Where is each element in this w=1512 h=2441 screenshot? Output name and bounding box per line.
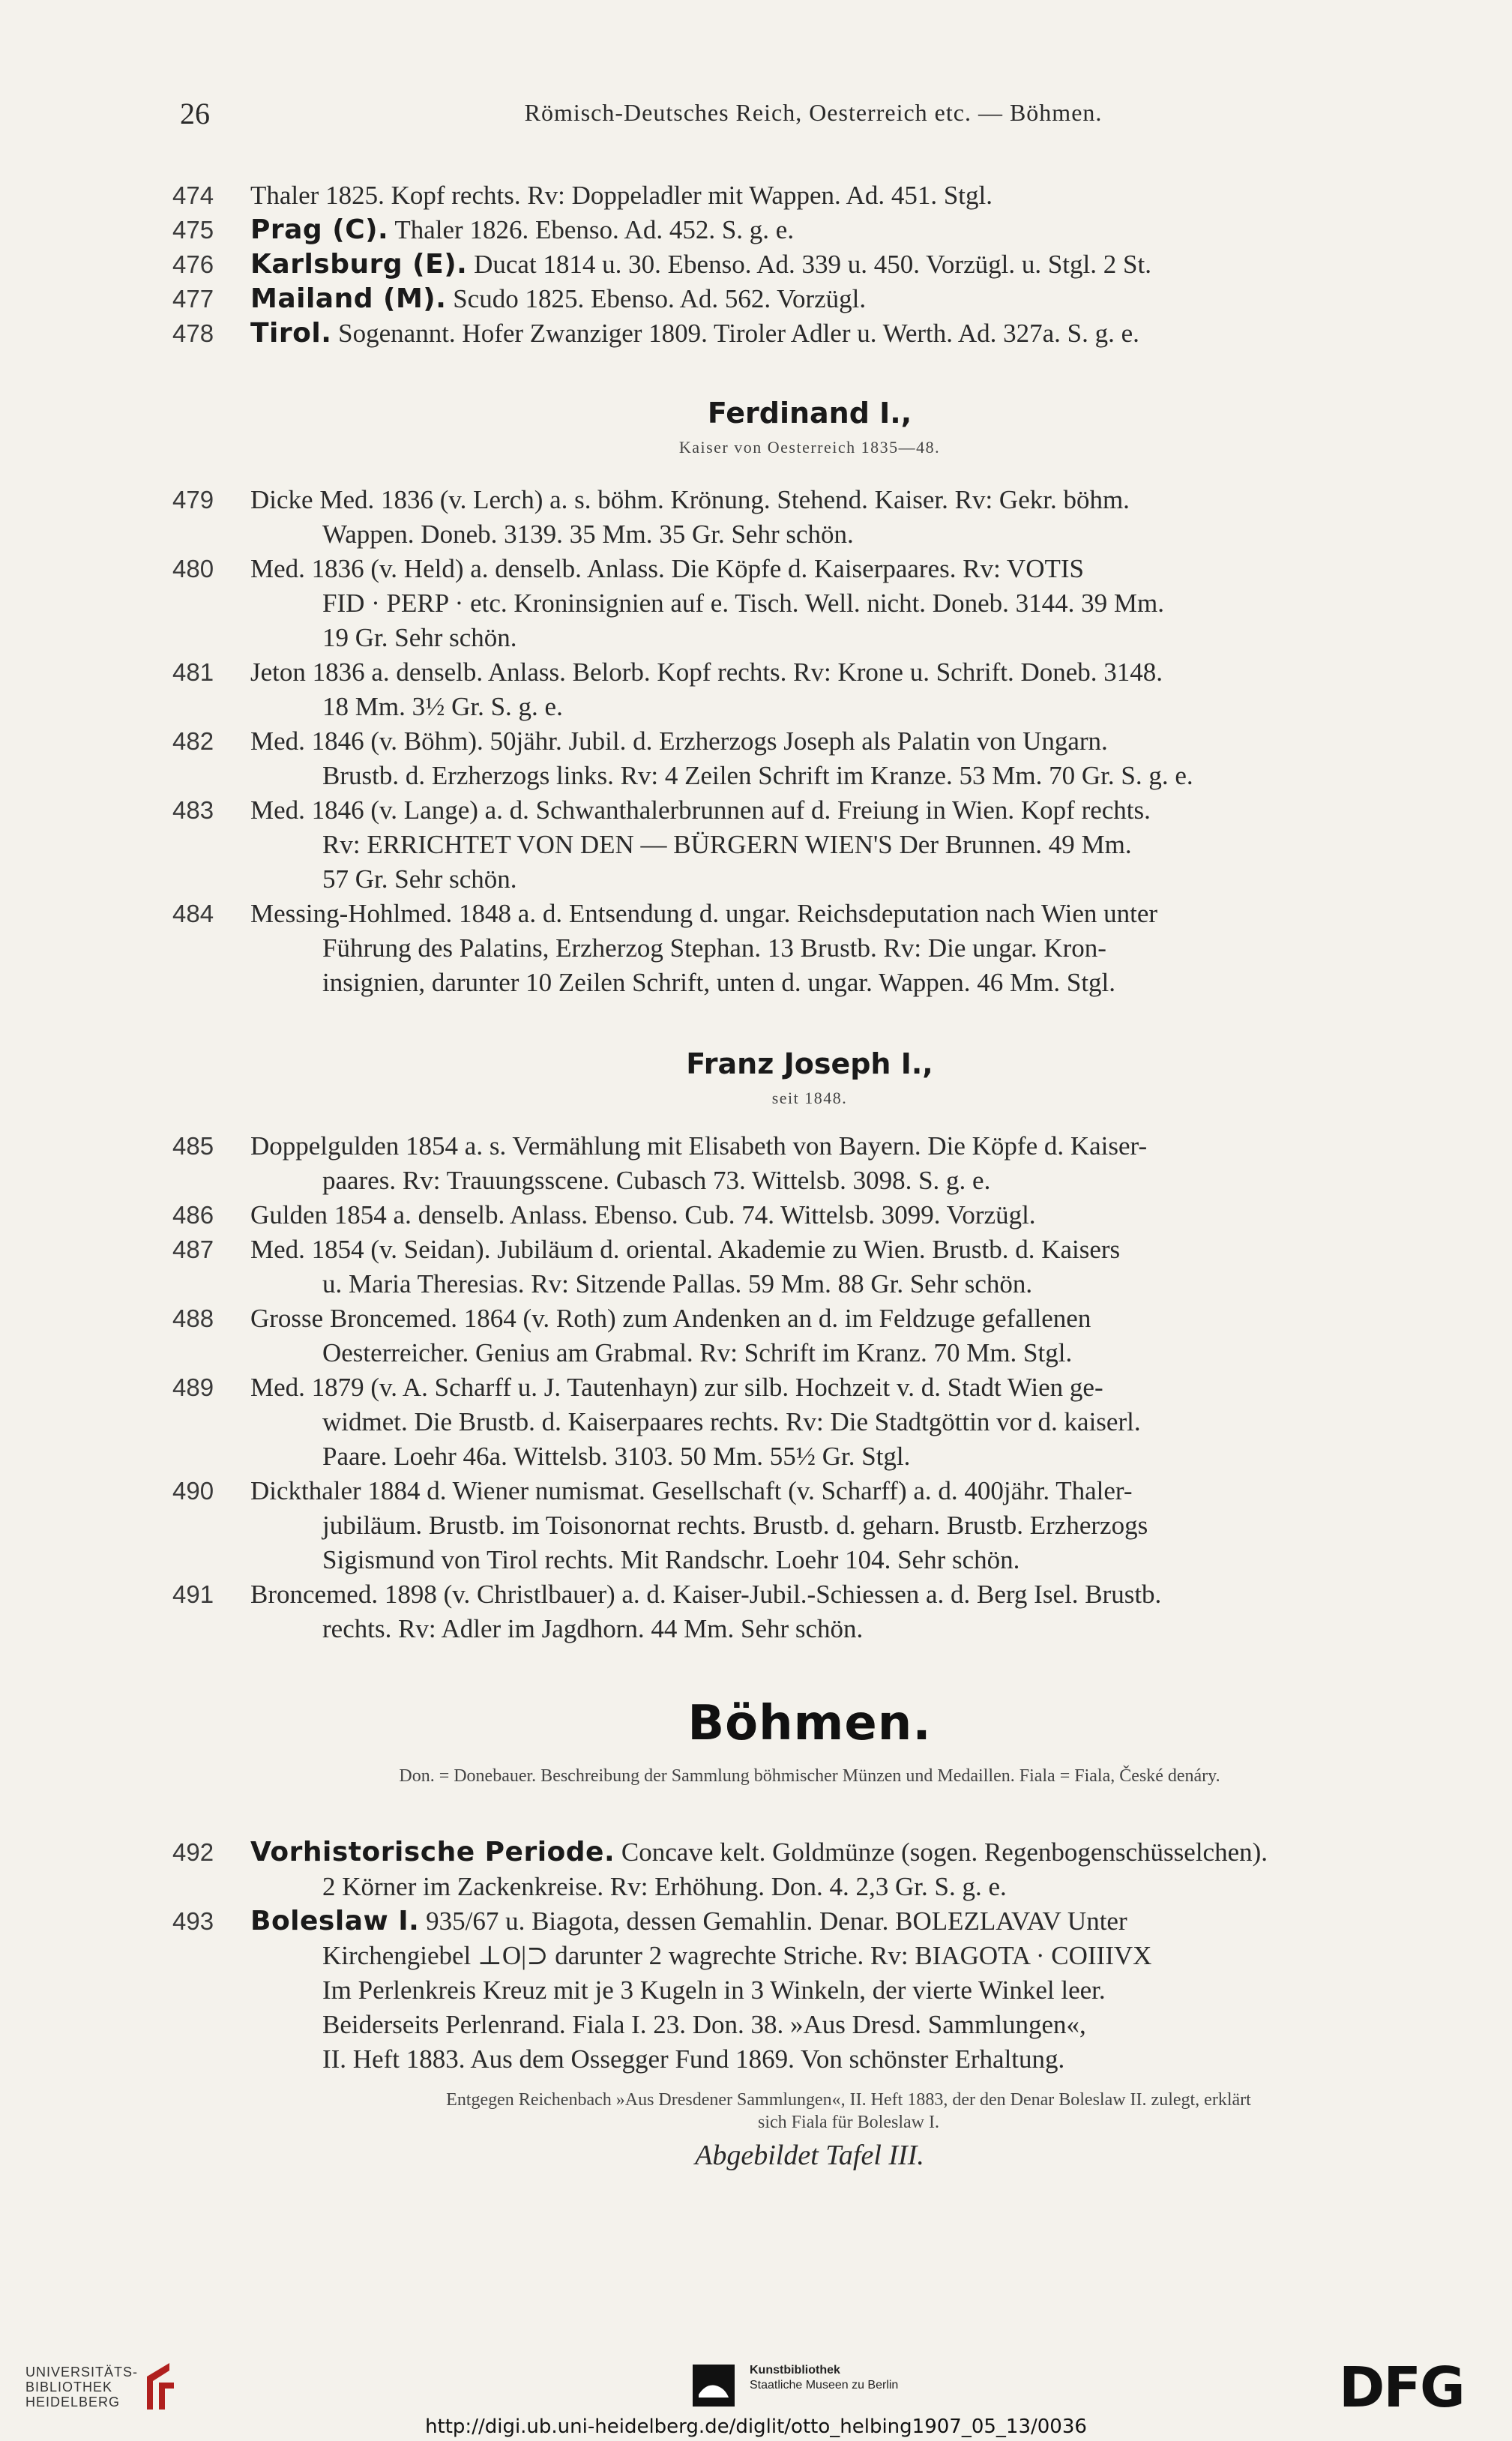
entry-text: 935/67 u. Biagota, dessen Gemahlin. Denar. BOLEZLAVAV Unter: [426, 1906, 1127, 1936]
catalog-entry: [172, 282, 1447, 316]
entry-number: 484: [172, 900, 214, 927]
entry-heading: Karlsburg (E).: [250, 249, 468, 280]
entry-number: 485: [172, 1132, 214, 1160]
entry-text: Führung des Palatins, Erzherzog Stephan. 13 Brustb. Rv: Die ungar. Kron-: [322, 933, 1106, 963]
entry-text: Brustb. d. Erzherzogs links. Rv: 4 Zeilen Schrift im Kranze. 53 Mm. 70 Gr. S. g. e.: [322, 761, 1193, 790]
entry-text: Jeton 1836 a. denselb. Anlass. Belorb. Kopf rechts. Rv: Krone u. Schrift. Doneb. 3148.: [250, 657, 1163, 687]
entries-block-c: [172, 1129, 1447, 1646]
catalog-entry: [172, 483, 1447, 552]
entry-text: 2 Körner im Zackenkreise. Rv: Erhöhung. Don. 4. 2,3 Gr. S. g. e.: [322, 1872, 1007, 1901]
section-subtitle-ferdinand: Kaiser von Oesterreich 1835—48.: [678, 438, 941, 457]
entry-text: Messing-Hohlmed. 1848 a. d. Entsendung d. ungar. Reichsdeputation nach Wien unter: [250, 899, 1158, 928]
entry-number: 475: [172, 216, 214, 244]
entry-text: Beiderseits Perlenrand. Fiala I. 23. Don. 38. »Aus Dresd. Sammlungen«,: [322, 2010, 1086, 2039]
entry-number: 490: [172, 1477, 214, 1505]
entry-text: 18 Mm. 3½ Gr. S. g. e.: [322, 692, 563, 721]
catalog-entry: [172, 178, 1447, 213]
catalog-entry: [172, 655, 1447, 724]
kunstbibliothek-label: Kunstbibliothek Staatliche Museen zu Berlin: [750, 2364, 899, 2392]
entry-text: Paare. Loehr 46a. Wittelsb. 3103. 50 Mm. 55½ Gr. Stgl.: [322, 1442, 911, 1471]
illustration-reference: Abgebildet Tafel III.: [695, 2140, 924, 2171]
entry-text: Med. 1836 (v. Held) a. denselb. Anlass. Die Köpfe d. Kaiserpaares. Rv: VOTIS: [250, 554, 1084, 583]
section-boehmen: [172, 1696, 1447, 1793]
catalog-entry: [172, 213, 1447, 247]
catalog-entry: [172, 1835, 1447, 1904]
entries-block-a: [172, 178, 1447, 351]
dfg-logo: DFG: [1339, 2356, 1464, 2420]
entry-number: 476: [172, 250, 214, 278]
entry-number: 491: [172, 1580, 214, 1608]
entry-heading: Tirol.: [250, 318, 332, 349]
entry-number: 479: [172, 486, 214, 514]
entry-number: 480: [172, 555, 214, 583]
entry-text: Sigismund von Tirol rechts. Mit Randschr. Loehr 104. Sehr schön.: [322, 1545, 1020, 1574]
catalog-entry: [172, 897, 1447, 1000]
catalog-entry: [172, 1232, 1447, 1301]
entry-text: FID · PERP · etc. Kroninsignien auf e. Tisch. Well. nicht. Doneb. 3144. 39 Mm.: [322, 589, 1164, 618]
entry-text: paares. Rv: Trauungsscene. Cubasch 73. Wittelsb. 3098. S. g. e.: [322, 1166, 991, 1195]
abbreviations-line: Don. = Donebauer. Beschreibung der Sammlung böhmischer Münzen und Medaillen. Fiala = Fiala, České denáry.: [399, 1766, 1220, 1786]
entry-text: Thaler 1826. Ebenso. Ad. 452. S. g. e.: [394, 215, 795, 244]
entry-number: 482: [172, 727, 214, 755]
section-subtitle-franz-joseph: seit 1848.: [771, 1089, 848, 1107]
kunstbibliothek-logo-icon: [693, 2365, 735, 2407]
digitization-footer: [0, 2317, 1512, 2441]
entry-text: widmet. Die Brustb. d. Kaiserpaares rechts. Rv: Die Stadtgöttin vor d. kaiserl.: [322, 1407, 1141, 1436]
entry-heading: Vorhistorische Periode.: [250, 1837, 615, 1867]
section-franz-joseph: [172, 1047, 1447, 1116]
entry-number: 478: [172, 319, 214, 347]
entry-text: Doppelgulden 1854 a. s. Vermählung mit Elisabeth von Bayern. Die Köpfe d. Kaiser-: [250, 1131, 1148, 1161]
entry-number: 486: [172, 1201, 214, 1229]
university-logo-icon: [139, 2360, 178, 2413]
entry-text: Oesterreicher. Genius am Grabmal. Rv: Schrift im Kranz. 70 Mm. Stgl.: [322, 1338, 1073, 1367]
entry-text: Med. 1846 (v. Böhm). 50jähr. Jubil. d. Erzherzogs Joseph als Palatin von Ungarn.: [250, 726, 1108, 756]
catalog-entry: [172, 1129, 1447, 1198]
entry-text: Sogenannt. Hofer Zwanziger 1809. Tiroler Adler u. Werth. Ad. 327a. S. g. e.: [338, 319, 1139, 348]
page-header: [180, 96, 1447, 141]
entry-text: insignien, darunter 10 Zeilen Schrift, unten d. ungar. Wappen. 46 Mm. Stgl.: [322, 968, 1116, 997]
entry-text: Kirchengiebel ⊥O|⊃ darunter 2 wagrechte Striche. Rv: BIAGOTA · COIIIVX: [322, 1941, 1152, 1970]
catalog-entry: [172, 1474, 1447, 1577]
footnote-line-1: Entgegen Reichenbach »Aus Dresdener Sammlungen«, II. Heft 1883, der den Denar Boleslaw II. zulegt, erklärt: [446, 2090, 1251, 2110]
catalog-entry: [172, 247, 1447, 282]
entry-text: Concave kelt. Goldmünze (sogen. Regenbogenschüsselchen).: [621, 1837, 1268, 1867]
entry-text: jubiläum. Brustb. im Toisonornat rechts. Brustb. d. geharn. Brustb. Erzherzogs: [322, 1511, 1148, 1540]
entry-number: 492: [172, 1838, 214, 1866]
entry-text: Gulden 1854 a. denselb. Anlass. Ebenso. Cub. 74. Wittelsb. 3099. Vorzügl.: [250, 1200, 1036, 1229]
running-title: Römisch-Deutsches Reich, Oesterreich etc. — Böhmen.: [524, 99, 1103, 126]
entry-text: Ducat 1814 u. 30. Ebenso. Ad. 339 u. 450. Vorzügl. u. Stgl. 2 St.: [474, 250, 1151, 279]
entry-text: Rv: ERRICHTET VON DEN — BÜRGERN WIEN'S Der Brunnen. 49 Mm.: [322, 830, 1132, 859]
entry-text: Dickthaler 1884 d. Wiener numismat. Gesellschaft (v. Scharff) a. d. 400jähr. Thaler-: [250, 1476, 1133, 1505]
entry-text: Grosse Broncemed. 1864 (v. Roth) zum Andenken an d. im Feldzuge gefallenen: [250, 1304, 1091, 1333]
entry-text: Med. 1854 (v. Seidan). Jubiläum d. oriental. Akademie zu Wien. Brustb. d. Kaisers: [250, 1235, 1121, 1264]
entry-number: 481: [172, 658, 214, 686]
entry-text: 19 Gr. Sehr schön.: [322, 623, 517, 652]
section-ferdinand: [172, 396, 1447, 465]
entry-text: 57 Gr. Sehr schön.: [322, 864, 517, 894]
footnote-line-2: sich Fiala für Boleslaw I.: [758, 2113, 939, 2132]
entry-heading: Mailand (M).: [250, 283, 447, 314]
catalog-entry: [172, 552, 1447, 655]
entry-text: u. Maria Theresias. Rv: Sitzende Pallas. 59 Mm. 88 Gr. Sehr schön.: [322, 1269, 1033, 1298]
entry-number: 488: [172, 1304, 214, 1332]
entry-number: 477: [172, 285, 214, 313]
entry-text: Med. 1879 (v. A. Scharff u. J. Tautenhayn) zur silb. Hochzeit v. d. Stadt Wien ge-: [250, 1373, 1103, 1402]
entry-text: Wappen. Doneb. 3139. 35 Mm. 35 Gr. Sehr schön.: [322, 520, 854, 549]
entry-text: Thaler 1825. Kopf rechts. Rv: Doppeladler mit Wappen. Ad. 451. Stgl.: [250, 181, 993, 210]
page-number: 26: [180, 97, 210, 130]
entry-text: rechts. Rv: Adler im Jagdhorn. 44 Mm. Sehr schön.: [322, 1614, 864, 1643]
entries-block-b: [172, 483, 1447, 1000]
catalog-entry: [172, 793, 1447, 897]
entry-number: 474: [172, 181, 214, 209]
section-title-ferdinand: Ferdinand I.,: [707, 397, 912, 430]
catalog-entry: [172, 1904, 1447, 2077]
footnote: [172, 2089, 1447, 2134]
catalog-entry: [172, 1301, 1447, 1370]
entry-heading: Prag (C).: [250, 214, 389, 245]
catalog-entry: [172, 1577, 1447, 1646]
entry-text: Broncemed. 1898 (v. Christlbauer) a. d. Kaiser-Jubil.-Schiessen a. d. Berg Isel. Brustb.: [250, 1580, 1162, 1609]
entry-text: Im Perlenkreis Kreuz mit je 3 Kugeln in 3 Winkeln, der vierte Winkel leer.: [322, 1975, 1106, 2005]
entries-block-d: [172, 1835, 1447, 2077]
entry-number: 483: [172, 796, 214, 824]
section-title-boehmen: Böhmen.: [687, 1696, 932, 1751]
entry-number: 493: [172, 1907, 214, 1935]
entry-number: 489: [172, 1373, 214, 1401]
catalog-entry: [172, 1370, 1447, 1474]
catalog-entry: [172, 1198, 1447, 1232]
entry-heading: Boleslaw I.: [250, 1906, 420, 1936]
catalog-entry: [172, 316, 1447, 351]
source-url: http://digi.ub.uni-heidelberg.de/diglit/otto_helbing1907_05_13/0036: [425, 2416, 1087, 2438]
section-title-franz-joseph: Franz Joseph I.,: [686, 1047, 933, 1080]
entry-text: II. Heft 1883. Aus dem Ossegger Fund 1869. Von schönster Erhaltung.: [322, 2044, 1065, 2074]
university-library-label: UNIVERSITÄTS- BIBLIOTHEK HEIDELBERG: [25, 2365, 139, 2410]
entry-text: Med. 1846 (v. Lange) a. d. Schwanthalerbrunnen auf d. Freiung in Wien. Kopf rechts.: [250, 795, 1151, 825]
catalog-entry: [172, 724, 1447, 793]
entry-text: Scudo 1825. Ebenso. Ad. 562. Vorzügl.: [453, 284, 867, 313]
entry-number: 487: [172, 1235, 214, 1263]
entry-text: Dicke Med. 1836 (v. Lerch) a. s. böhm. Krönung. Stehend. Kaiser. Rv: Gekr. böhm.: [250, 485, 1130, 514]
